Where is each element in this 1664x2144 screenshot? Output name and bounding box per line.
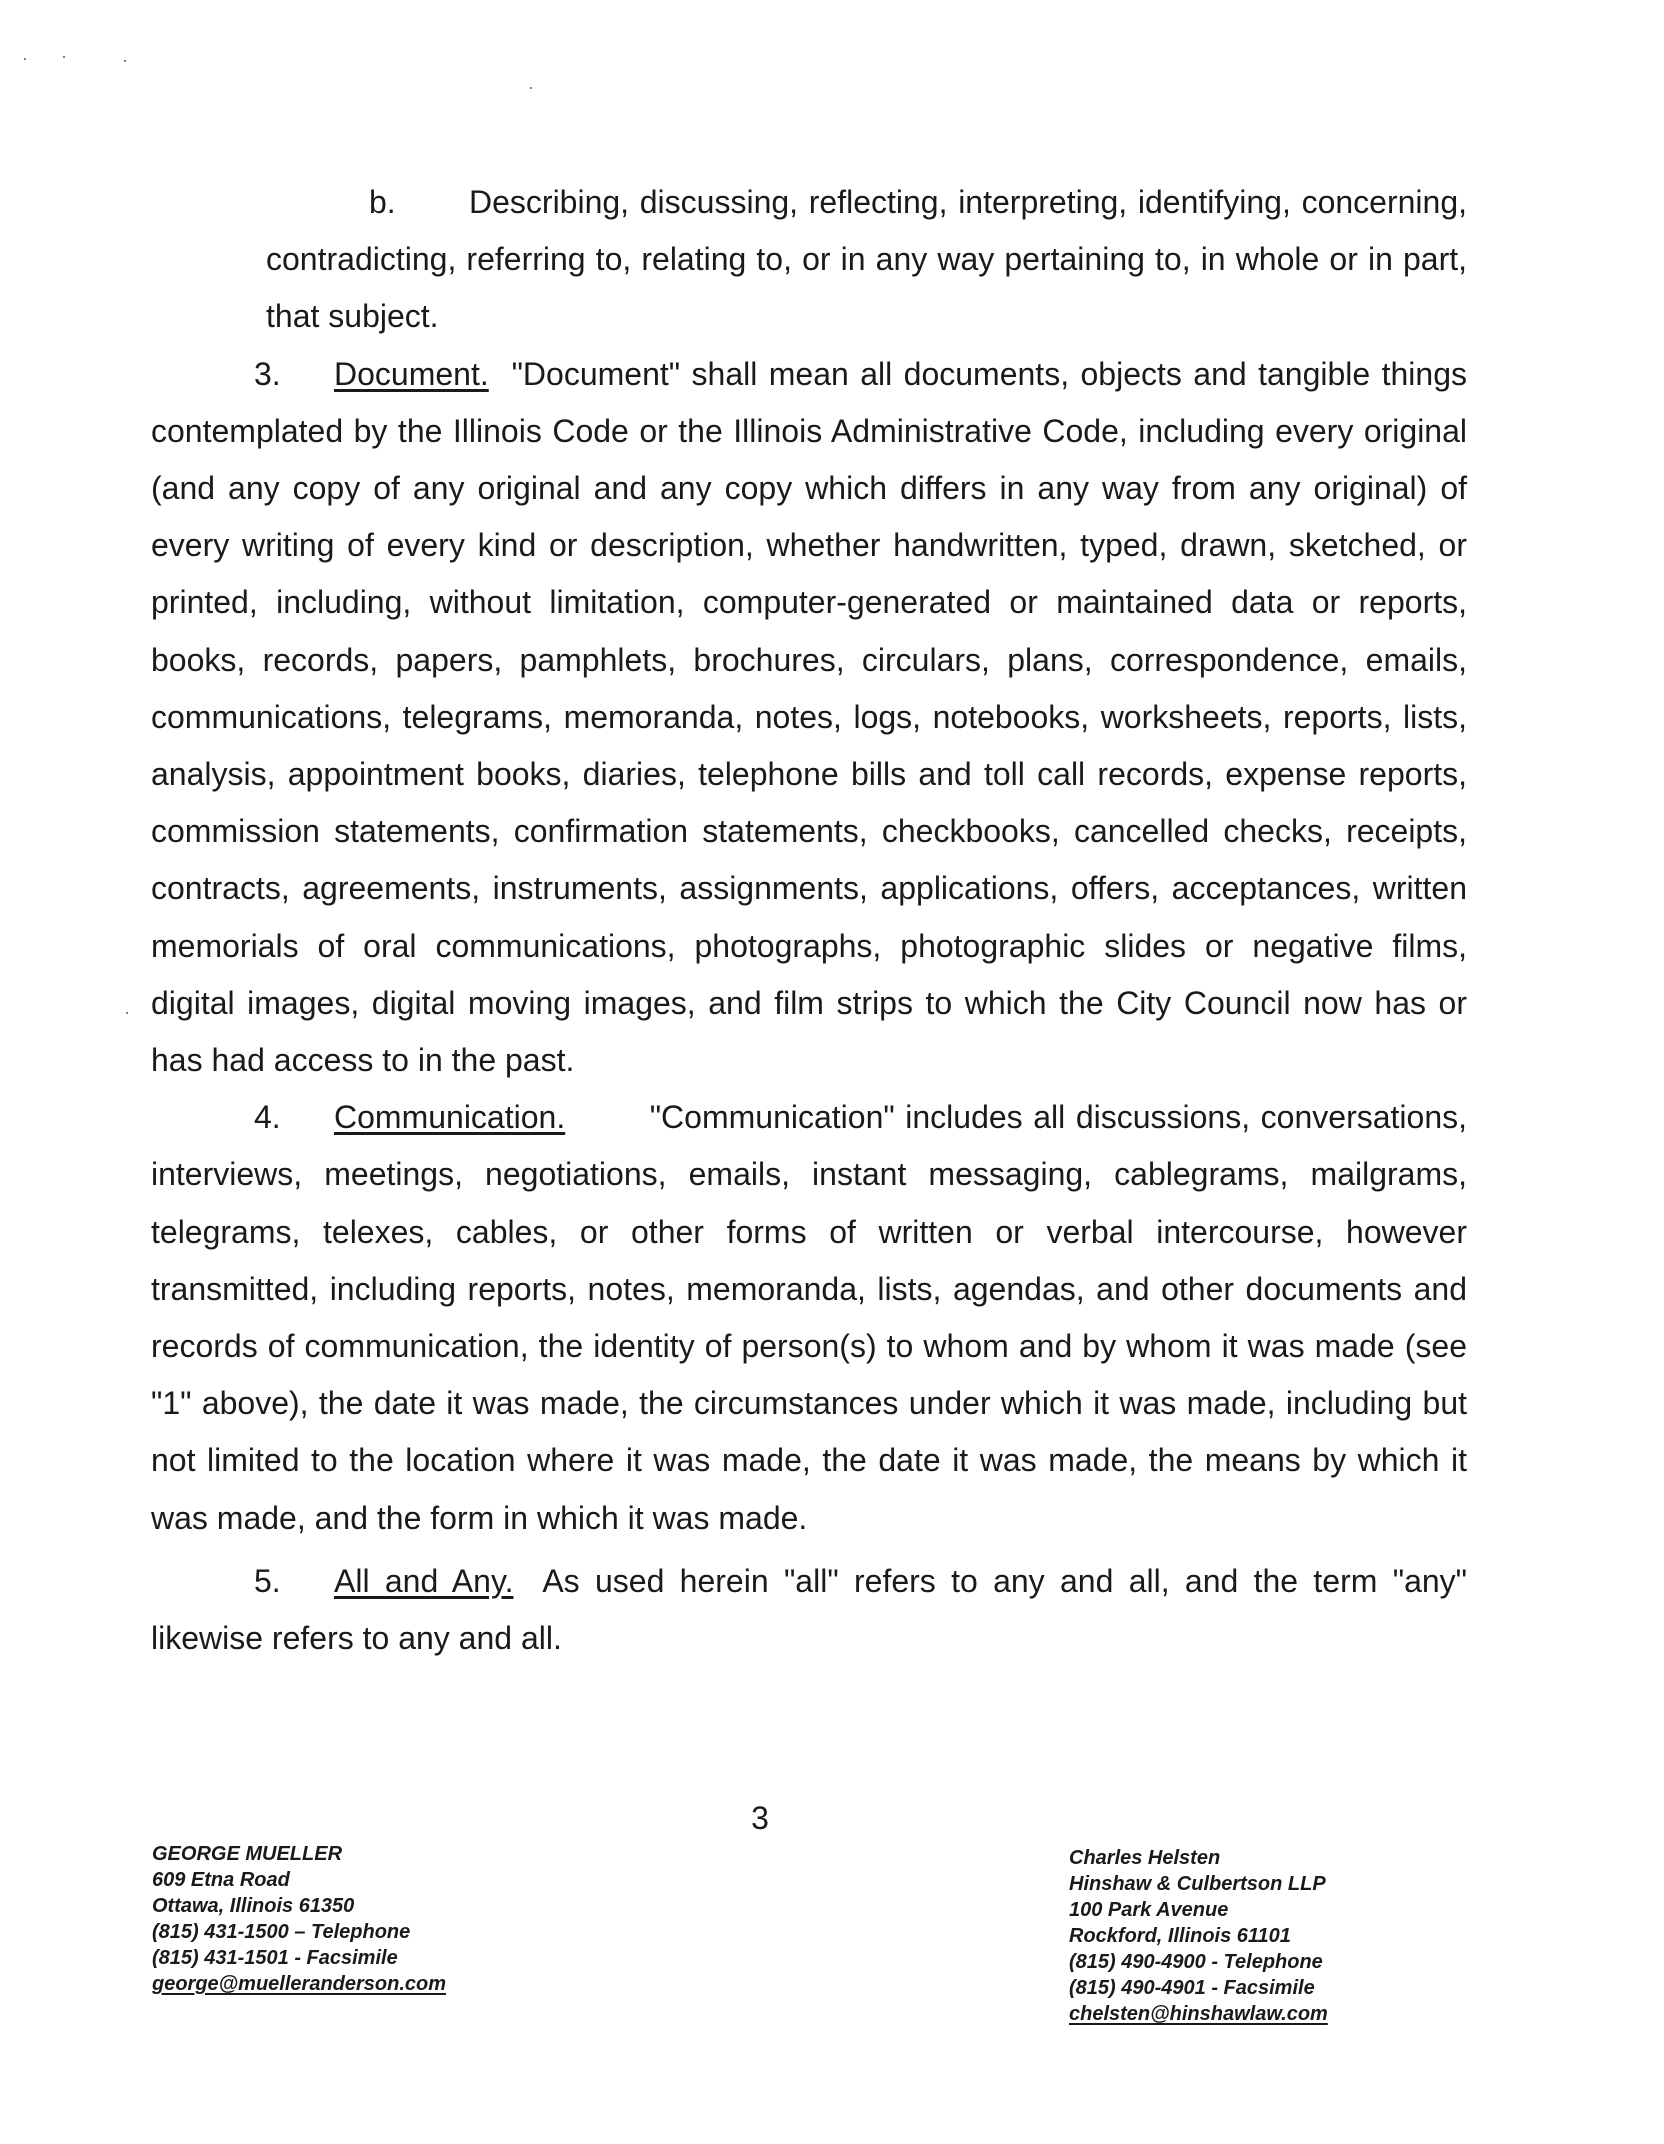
- scan-speck: [24, 58, 26, 60]
- footer-right-address-line-2: Rockford, Illinois 61101: [1069, 1925, 1291, 1947]
- paragraph-3-number: 3.: [254, 355, 281, 392]
- paragraph-4: [151, 1089, 1467, 1547]
- footer-left-address-line-1: 609 Etna Road: [152, 1869, 290, 1891]
- paragraph-3-text: "Document" shall mean all documents, objects and tangible things contemplated by the Illinois Code or the Illinois Administrative Code, including every original (and any copy of any original and any copy which differs in any way from any original) of every writing of every kind or description, whether handwritten, typed, drawn, sketched, or printed, including, without limitation, computer-generated or maintained data or reports, books, records, papers, pamphlets, brochures, circulars, plans, correspondence, emails, communications, telegrams, memoranda, notes, logs, notebooks, worksheets, reports, lists, analysis, appointment books, diaries, telephone bills and toll call records, expense reports, commission statements, confirmation statements, checkbooks, cancelled checks, receipts, contracts, agreements, instruments, assignments, applications, offers, acceptances, written memorials of oral communications, photographs, photographic slides or negative films, digital images, digital moving images, and film strips to which the City Council now has or has had access to in the past.: [151, 355, 1467, 1079]
- footer-right-email-link[interactable]: chelsten@hinshawlaw.com: [1069, 2003, 1328, 2025]
- footer-right-fax: (815) 490-4901 - Facsimile: [1069, 1977, 1315, 1999]
- paragraph-3: [151, 346, 1467, 1090]
- footer-right-address-line-1: 100 Park Avenue: [1069, 1899, 1229, 1921]
- footer-right-contact: [1069, 1845, 1328, 2027]
- footer-left-address-line-2: Ottawa, Illinois 61350: [152, 1895, 355, 1917]
- paragraph-b-text: Describing, discussing, reflecting, interpreting, identifying, concerning, contradicting, referring to, relating to, or in any way pertaining to, in whole or in part, that subject.: [266, 184, 1467, 335]
- paragraph-5-number: 5.: [254, 1562, 281, 1599]
- scan-speck: [530, 87, 532, 89]
- footer-left-email-link[interactable]: george@muelleranderson.com: [152, 1973, 447, 1995]
- footer-left-name: GEORGE MUELLER: [152, 1843, 343, 1865]
- page-number: 3: [751, 1800, 769, 1836]
- footer-left-contact: [152, 1841, 446, 1997]
- scan-speck: [126, 1012, 128, 1014]
- paragraph-3-heading: Document.: [334, 355, 489, 392]
- footer-right-firm: Hinshaw & Culbertson LLP: [1069, 1873, 1326, 1895]
- paragraph-b-label: b.: [369, 184, 396, 220]
- paragraph-5-text: As used herein "all" refers to any and all, and the term "any" likewise refers to any and all.: [151, 1562, 1468, 1657]
- footer-left-phone: (815) 431-1500 – Telephone: [152, 1921, 411, 1943]
- paragraph-b: [266, 174, 1467, 346]
- scan-speck: [63, 56, 65, 58]
- footer-right-phone: (815) 490-4900 - Telephone: [1069, 1951, 1323, 1973]
- footer-right-name: Charles Helsten: [1069, 1847, 1221, 1869]
- scan-speck: [124, 60, 126, 62]
- paragraph-4-heading: Communication.: [334, 1099, 566, 1136]
- document-body: [151, 174, 1467, 1667]
- paragraph-4-number: 4.: [254, 1099, 281, 1136]
- paragraph-5-heading: All and Any.: [334, 1562, 514, 1599]
- footer-left-fax: (815) 431-1501 - Facsimile: [152, 1947, 398, 1969]
- paragraph-5: [151, 1553, 1467, 1667]
- paragraph-4-text: "Communication" includes all discussions, conversations, interviews, meetings, negotiations, emails, instant messaging, cablegrams, mailgrams, telegrams, telexes, cables, or other forms of written or verbal intercourse, however transmitted, including reports, notes, memoranda, lists, agendas, and other documents and records of communication, the identity of person(s) to whom and by whom it was made (see "1" above), the date it was made, the circumstances under which it was made, including but not limited to the location where it was made, the date it was made, the means by which it was made, and the form in which it was made.: [151, 1099, 1468, 1536]
